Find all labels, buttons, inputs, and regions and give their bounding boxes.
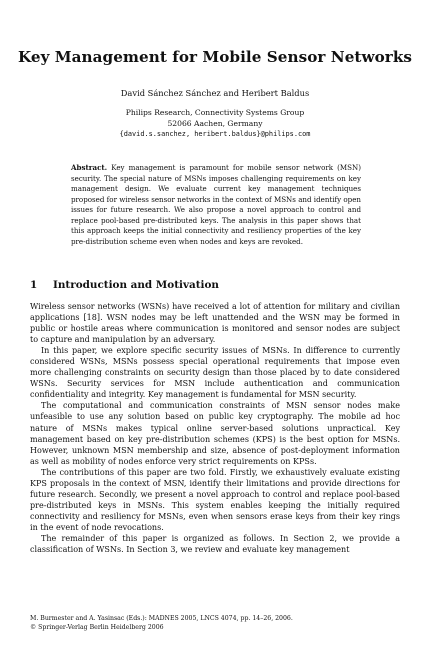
- paragraph: The contributions of this paper are two fold. Firstly, we exhaustively evaluate existing KPS proposals in the context of MSN, identify their limitations and provide directions for future research. Secondly, we present a novel approach to control and replace pool-based pre-distributed keys in MSNs. This system enables keeping the initially required connectivity and resiliency for MSNs, even when sensors erase keys from their key rings in the event of node revocations.: [30, 467, 400, 532]
- affiliation-email: {david.s.sanchez, heribert.baldus}@philips.com: [119, 130, 311, 138]
- paragraph: The remainder of this paper is organized as follows. In Section 2, we provide a classification of WSNs. In Section 3, we review and evaluate key management: [30, 533, 400, 555]
- affiliation-line-1: Philips Research, Connectivity Systems Group: [125, 108, 305, 117]
- paragraph: In this paper, we explore specific security issues of MSNs. In difference to currently considered WSNs, MSNs possess special operational requirements that impose even more challenging constraints on security design than those placed by to date considered WSNs. Security services for MSN include authentication and communication confidentiality and integrity. Key management is fundamental for MSN security.: [30, 346, 400, 400]
- section-number: 1: [30, 279, 38, 291]
- abstract: [71, 163, 361, 247]
- paper-authors: David Sánchez Sánchez and Heribert Baldus: [120, 88, 310, 98]
- affiliation-line-2: 52066 Aachen, Germany: [167, 119, 263, 128]
- footer-copyright: © Springer-Verlag Berlin Heidelberg 2006: [30, 624, 164, 631]
- page-footer: [30, 614, 293, 632]
- paragraph: Wireless sensor networks (WSNs) have received a lot of attention for military and civilian applications [18]. WSN nodes may be left unattended and the WSN may be formed in public or hostile areas where communication is monitored and sensor nodes are subject to capture and manipulation by an adversary.: [30, 302, 400, 345]
- abstract-label: Abstract.: [71, 163, 108, 172]
- footer-citation: M. Burmester and A. Yasinsac (Eds.): MADNES 2005, LNCS 4074, pp. 14–26, 2006.: [30, 615, 293, 622]
- body-text: [30, 301, 400, 555]
- abstract-text: Key management is paramount for mobile sensor network (MSN) security. The special nature of MSNs imposes challenging requirements on key management design. We evaluate current key management techniques proposed for wireless sensor networks in the context of MSNs and identify open issues for future research. We also propose a novel approach to control and replace pool-based pre-distributed keys. The analysis in this paper shows that this approach keeps the initial connectivity and resiliency properties of the key pre-distribution scheme even when nodes and keys are revoked.: [71, 163, 361, 246]
- paper-title: Key Management for Mobile Sensor Networks: [17, 48, 413, 66]
- section-title: Introduction and Motivation: [53, 279, 219, 291]
- paragraph: The computational and communication constraints of MSN sensor nodes make unfeasible to use any solution based on public key cryptography. The mobile ad hoc nature of MSNs makes typical online server-based solutions unpractical. Key management based on key pre-distribution schemes (KPS) is the best option for MSNs. However, unknown MSN membership and size, absence of post-deployment information as well as mobility of nodes enforce very strict requirements on KPSs.: [30, 401, 400, 466]
- section-heading: [30, 279, 219, 291]
